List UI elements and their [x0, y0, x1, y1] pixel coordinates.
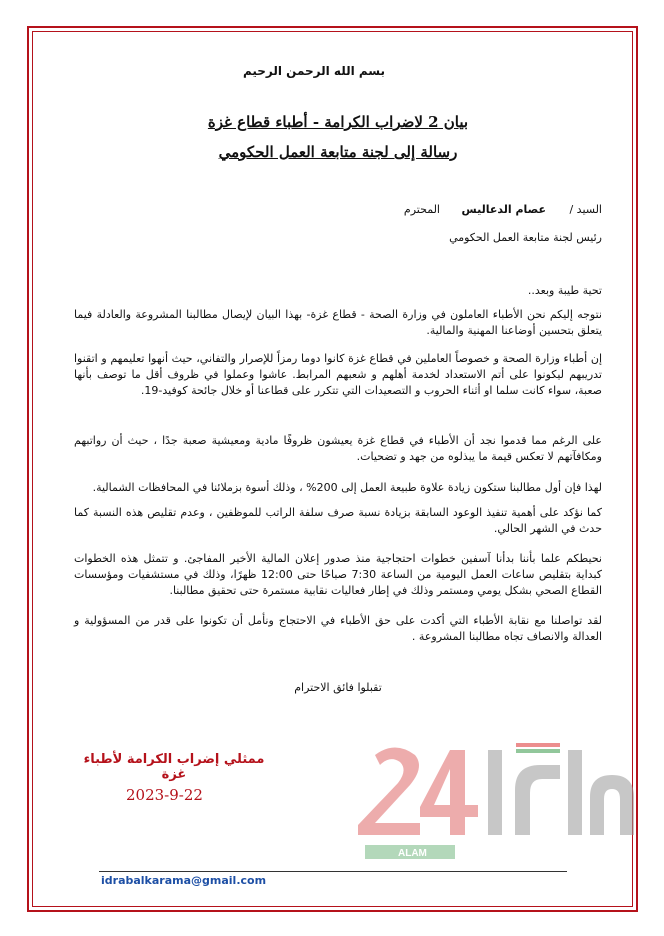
recipient-name: عصام الدعاليس	[461, 203, 546, 216]
basmala: بسم الله الرحمن الرحيم	[242, 64, 386, 78]
paragraph: إن أطباء وزارة الصحة و خصوصاً العاملين في قطاع غزة كانوا دوما رمزاً للإصرار والتفاني، حيث أنهوا تعليمهم و اتقنوا تدريبهم ليكونوا على أتم الاستعداد لخدمة أهلهم و شعبهم المرابط. عاشوا وعملوا في ظروف أقل ما توصف بأنها صعبة، سواء كانت سلما او أثناء الحروب و التصعيدات التي تتكرر على قطاعنا أو خلال جائحة كوفيد-19.	[74, 352, 602, 397]
contact-email[interactable]: idrabalkarama@gmail.com	[101, 874, 267, 887]
paragraph: نتوجه إليكم نحن الأطباء العاملون في وزارة الصحة - قطاع غزة- بهذا البيان لإيصال مطالبنا المشروعة والعادلة فيما يتعلق بتحسين أوضاعنا المهنية والمالية.	[74, 308, 602, 337]
recipient-salutation: السيد /	[569, 203, 602, 216]
paragraph: لهذا فإن أول مطالبنا ستكون زيادة علاوة طبيعة العمل إلى 200% ، وذلك أسوة بزملائنا في المحافظات الشمالية.	[92, 481, 602, 494]
letter-date: 2023-9-22	[126, 786, 203, 804]
greeting: تحية طيبة وبعد..	[527, 284, 602, 297]
paragraph: على الرغم مما قدموا نجد أن الأطباء في قطاع غزة يعيشون ظروفًا مادية ومعيشية صعبة جدًا ، حيث أن رواتبهم ومكافآتهم لا تعكس قيمة ما يبذلوه من جهد و تضحيات.	[74, 434, 602, 463]
paragraph: نحيطكم علما بأننا بدأنا آسفين خطوات احتجاجية منذ صدور إعلان المالية الأخير المفاجئ. و تتمثل هذه الخطوات كبداية بتقليص ساعات العمل اليومية من الساعة 7:30 صباحًا حتى 12:00 ظهرًا، وذلك في مستشفيات ومؤسسات القطاع الصحي بشكل يومي ومستمر وذلك في إطار فعاليات نقابية مستمرة حتى تحقيق مطالبنا.	[74, 552, 603, 597]
paragraph: كما نؤكد على أهمية تنفيذ الوعود السابقة بزيادة نسبة صرف سلفة الراتب للموظفين ، وعدم تقليص هذه النسبة كما حدث في الشهر الحالي.	[74, 506, 602, 535]
statement-title: بيان 2 لاضراب الكرامة - أطباء قطاع غزة	[207, 113, 469, 131]
recipient-role: رئيس لجنة متابعة العمل الحكومي	[449, 231, 602, 244]
letter-body	[74, 0, 602, 936]
paragraph: لقد تواصلنا مع نقابة الأطباء التي أكدت على حق الأطباء في الاحتجاج ونأمل أن تكونوا على قدر من المسؤولية و العدالة والانصاف تجاه مطالبنا المشروعة .	[74, 614, 602, 643]
footer-divider	[99, 871, 567, 872]
watermark-latin: ALAM	[398, 848, 427, 859]
statement-subtitle: رسالة إلى لجنة متابعة العمل الحكومي	[218, 143, 458, 161]
recipient-line	[74, 203, 602, 221]
recipient-honorific: المحترم	[403, 203, 440, 216]
closing-remark: تقبلوا فائق الاحترام	[294, 681, 382, 694]
signature-block: ممثلي إضراب الكرامة لأطباء غزة	[83, 752, 265, 782]
